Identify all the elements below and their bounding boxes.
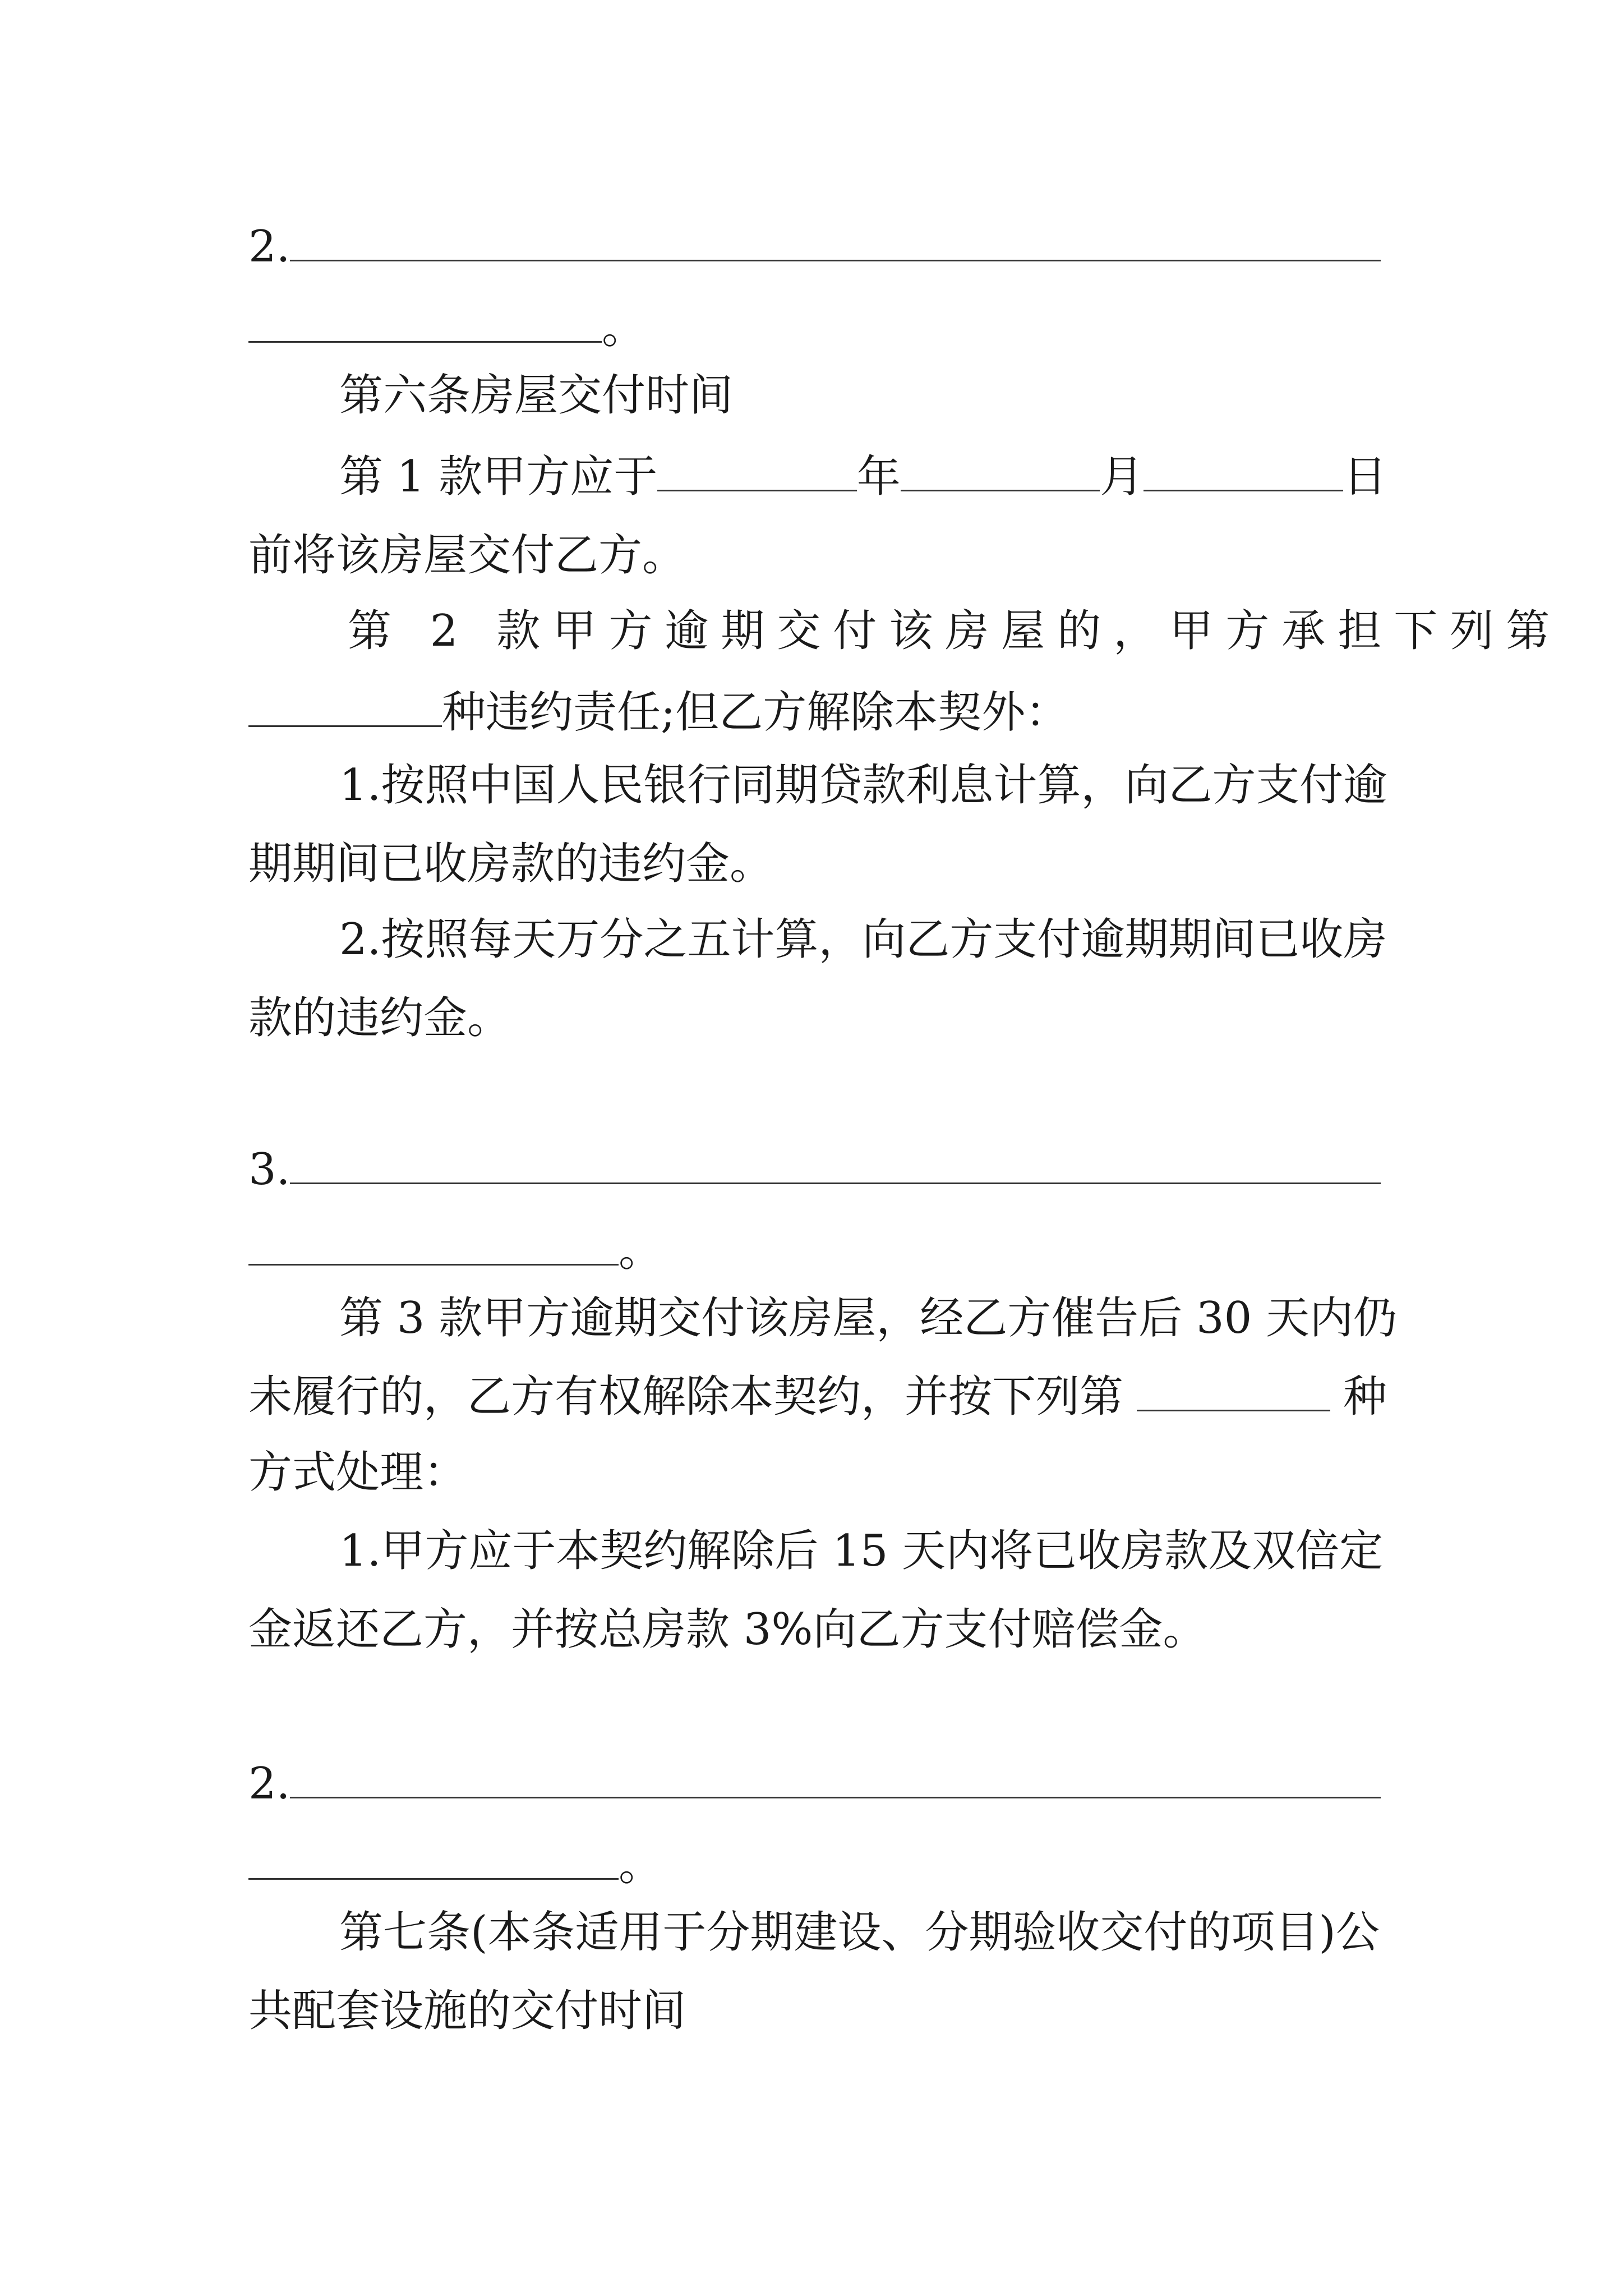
article-7-line-2 — [248, 1983, 1387, 2039]
item-2b-line — [248, 1756, 1387, 1812]
item-2b-continuation — [248, 1837, 1387, 1893]
month-blank — [901, 450, 1100, 491]
article-7-line-1 — [339, 1904, 1387, 1961]
item-text: 2.按照每天万分之五计算，向乙方支付逾期期间已收房 — [339, 914, 1387, 965]
item-text: 1.按照中国人民银行同期贷款利息计算，向乙方支付逾 — [339, 760, 1387, 811]
period: 。 — [619, 1840, 663, 1890]
clause-text: 方式处理： — [248, 1447, 468, 1498]
item-number: 2. — [248, 222, 291, 272]
article-6-title — [339, 367, 1387, 424]
item-text: 1.甲方应于本契约解除后 15 天内将已收房款及双倍定 — [339, 1526, 1384, 1576]
clause-text: 种 — [1343, 1372, 1387, 1422]
period: 。 — [602, 303, 646, 353]
blank-underline — [248, 1839, 619, 1880]
item-3-line — [248, 1142, 1387, 1198]
item-number: 2. — [248, 1759, 291, 1809]
article-6-clause-2-item-1 — [339, 757, 1387, 813]
day-label: 日 — [1343, 452, 1387, 502]
blank-underline — [290, 220, 1381, 261]
article-title-text: 第六条房屋交付时间 — [339, 370, 734, 421]
article-6-clause-2-item-1-cont — [248, 836, 1387, 892]
blank-underline — [1137, 1370, 1330, 1411]
item-text: 金返还乙方，并按总房款 3%向乙方支付赔偿金。 — [248, 1604, 1207, 1655]
blank-underline — [248, 1225, 619, 1266]
blank-underline — [248, 686, 442, 727]
clause-text: 第 2 款甲方逾期交付该房屋的，甲方承担下列第 — [348, 606, 1562, 656]
article-6-clause-1-line-2 — [248, 527, 1387, 583]
clause-text: 种违约责任;但乙方解除本契外： — [442, 687, 1069, 738]
clause-text: 第 1 款甲方应于 — [339, 452, 658, 502]
article-6-clause-3-line-3 — [248, 1444, 1387, 1501]
item-text: 期期间已收房款的违约金。 — [248, 839, 774, 889]
blank-underline — [248, 302, 602, 343]
item-text: 款的违约金。 — [248, 993, 511, 1043]
clause-text: 未履行的，乙方有权解除本契约，并按下列第 — [248, 1372, 1124, 1422]
year-blank — [657, 450, 857, 491]
article-6-clause-3-item-1 — [339, 1523, 1387, 1579]
item-2-line — [248, 219, 1387, 275]
clause-text: 前将该房屋交付乙方。 — [248, 530, 686, 581]
article-text: 共配套设施的交付时间 — [248, 1986, 686, 2036]
article-6-clause-3-item-1-cont — [248, 1602, 1387, 1658]
article-6-clause-2-line-1 — [348, 603, 1562, 659]
article-6-clause-3-line-2 — [248, 1369, 1387, 1425]
article-6-clause-1-line-1 — [339, 449, 1387, 505]
article-6-clause-3-line-1 — [339, 1290, 1398, 1346]
year-label: 年 — [856, 452, 901, 502]
blank-underline — [290, 1143, 1381, 1184]
month-label: 月 — [1100, 452, 1144, 502]
item-2-continuation — [248, 300, 1387, 356]
article-6-clause-2-item-2-cont — [248, 990, 1387, 1046]
item-number: 3. — [248, 1144, 291, 1195]
article-6-clause-2-line-2 — [248, 684, 1387, 740]
blank-underline — [290, 1757, 1381, 1798]
item-3-continuation — [248, 1223, 1387, 1279]
article-text: 第七条(本条适用于分期建设、分期验收交付的项目)公 — [339, 1907, 1380, 1958]
period: 。 — [619, 1226, 663, 1276]
article-6-clause-2-item-2 — [339, 912, 1387, 968]
clause-text: 第 3 款甲方逾期交付该房屋，经乙方催告后 30 天内仍 — [339, 1293, 1398, 1343]
day-blank — [1144, 450, 1343, 491]
